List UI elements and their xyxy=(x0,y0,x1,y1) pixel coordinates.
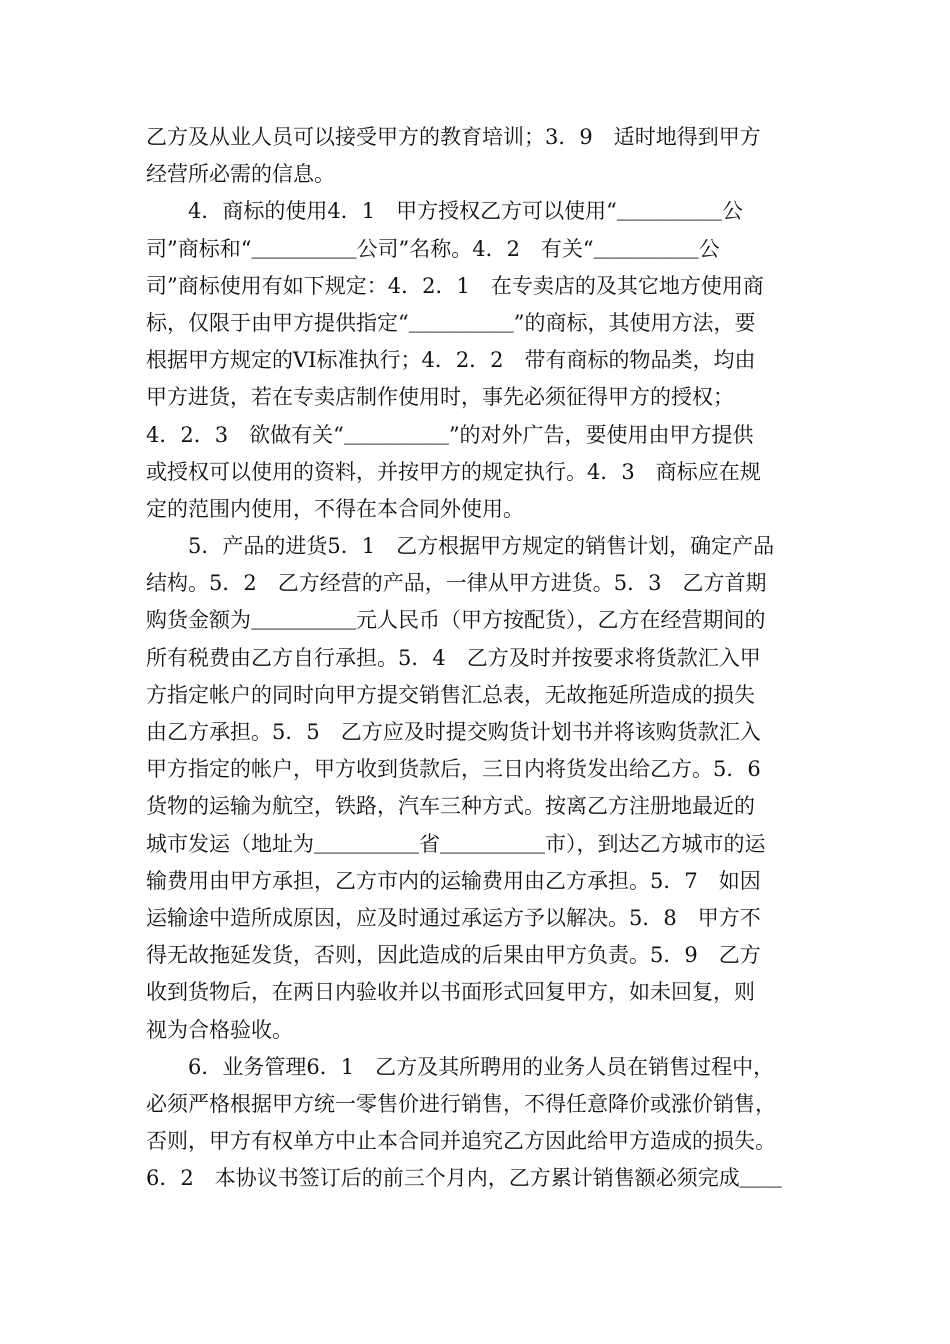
text-line: 定的范围内使用，不得在本合同外使用。 xyxy=(146,496,524,521)
text-line: 4．商标的使用4．1 甲方授权乙方可以使用“＿＿＿＿＿公 xyxy=(146,199,743,224)
text-line: 或授权可以使用的资料，并按甲方的规定执行。4．3 商标应在规 xyxy=(146,459,761,484)
text-line: 运输途中造所成原因，应及时通过承运方予以解决。5．8 甲方不 xyxy=(146,905,761,930)
text-line: 4．2．3 欲做有关“＿＿＿＿＿”的对外广告，要使用由甲方提供 xyxy=(146,422,754,447)
text-line: 城市发运（地址为＿＿＿＿＿省＿＿＿＿＿市），到达乙方城市的运 xyxy=(146,831,766,856)
text-line: 货物的运输为航空，铁路，汽车三种方式。按离乙方注册地最近的 xyxy=(146,794,755,819)
text-line: 必须严格根据甲方统一零售价进行销售，不得任意降价或涨价销售， xyxy=(146,1091,776,1116)
text-line: 收到货物后，在两日内验收并以书面形式回复甲方，如未回复，则 xyxy=(146,980,755,1005)
text-line: 5．产品的进货5．1 乙方根据甲方规定的销售计划，确定产品 xyxy=(146,534,775,559)
text-line: 结构。5．2 乙方经营的产品，一律从甲方进货。5．3 乙方首期 xyxy=(146,571,767,596)
text-line: 乙方及从业人员可以接受甲方的教育培训；3．9 适时地得到甲方 xyxy=(146,125,761,149)
text-line: 否则，甲方有权单方中止本合同并追究乙方因此给甲方造成的损失。 xyxy=(146,1129,776,1154)
text-line: 得无故拖延发货，否则，因此造成的后果由甲方负责。5．9 乙方 xyxy=(146,943,761,968)
text-line: 标，仅限于由甲方提供指定“＿＿＿＿＿”的商标，其使用方法，要 xyxy=(146,310,756,335)
text-line: 根据甲方规定的VI标准执行；4．2．2 带有商标的物品类，均由 xyxy=(146,348,756,373)
text-line: 由乙方承担。5．5 乙方应及时提交购货计划书并将该购货款汇入 xyxy=(146,720,761,744)
text-line: 甲方指定的帐户，甲方收到货款后，三日内将货发出给乙方。5．6 xyxy=(146,757,761,782)
text-line: 输费用由甲方承担，乙方市内的运输费用由乙方承担。5．7 如因 xyxy=(146,868,761,893)
text-line: 司”商标使用有如下规定：4．2．1 在专卖店的及其它地方使用商 xyxy=(146,273,764,298)
text-line: 视为合格验收。 xyxy=(146,1017,293,1042)
text-line: 所有税费由乙方自行承担。5．4 乙方及时并按要求将货款汇入甲 xyxy=(146,645,761,670)
text-line: 甲方进货，若在专卖店制作使用时，事先必须征得甲方的授权； xyxy=(146,385,734,410)
text-line: 购货金额为＿＿＿＿＿元人民币（甲方按配货），乙方在经营期间的 xyxy=(146,608,766,633)
text-line: 6．2 本协议书签订后的前三个月内，乙方累计销售额必须完成＿＿ xyxy=(146,1166,782,1191)
text-line: 6．业务管理6．1 乙方及其所聘用的业务人员在销售过程中， xyxy=(146,1054,775,1079)
text-line: 方指定帐户的同时向甲方提交销售汇总表，无故拖延所造成的损失 xyxy=(146,682,755,707)
contract-body-text xyxy=(146,119,806,1197)
text-line: 经营所必需的信息。 xyxy=(146,162,335,187)
text-line: 司”商标和“＿＿＿＿＿公司”名称。4．2 有关“＿＿＿＿＿公 xyxy=(146,236,720,261)
